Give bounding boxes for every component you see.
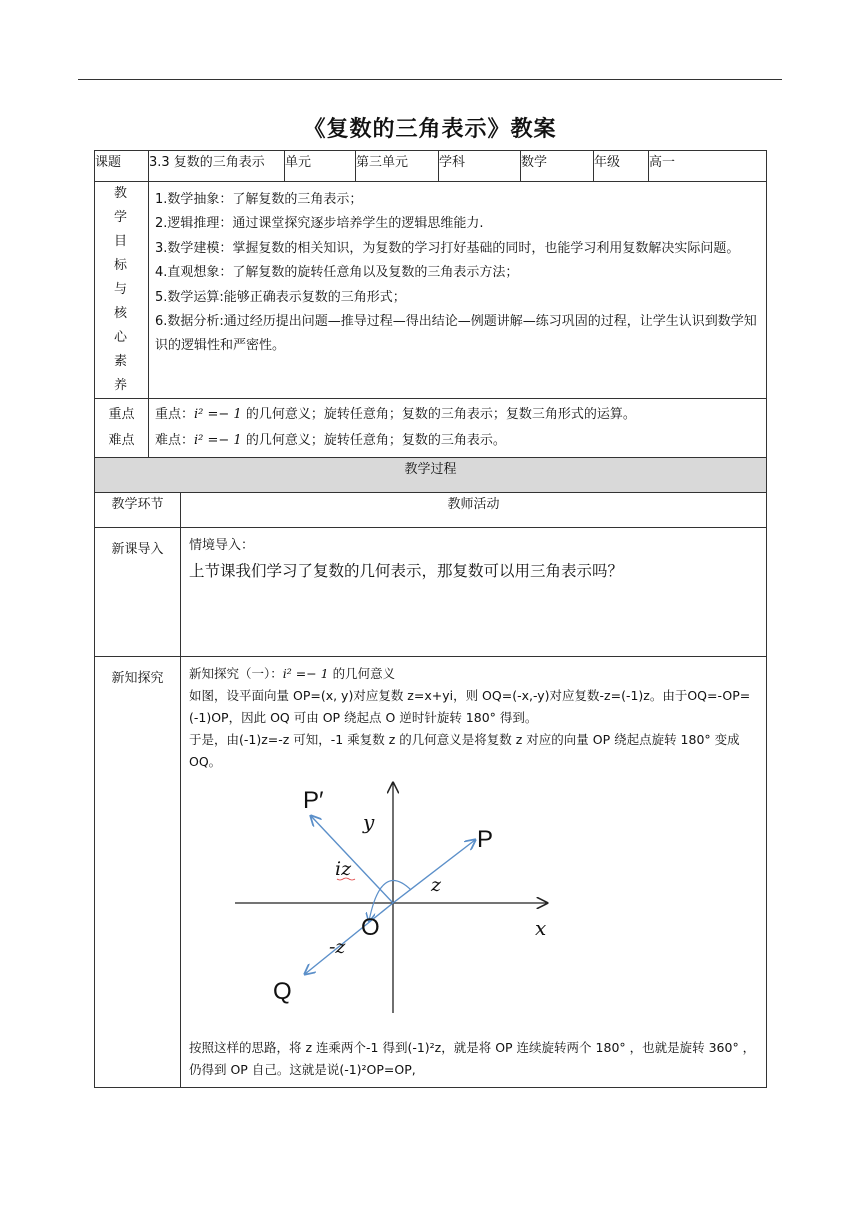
explore-paragraph-3: 按照这样的思路，将 z 连乘两个-1 得到(-1)²z，就是将 OP 连续旋转两个 180° ，也就是旋转 360° ，仍得到 OP 自己。这就是说(-1)²OP=OP, bbox=[189, 1040, 756, 1077]
explore-label: 新知探究 bbox=[95, 657, 181, 1088]
label-iz: iz bbox=[335, 858, 352, 880]
explore-paragraph-1: 如图，设平面向量 OP=(x, y)对应复数 z=x+yi，则 OQ=(-x,-y)对应复数-z=(-1)z。由于OQ=-OP=(-1)OP，因此 OQ 可由 OP 绕起点 O 逆时针旋转 180° 得到。 bbox=[189, 688, 751, 725]
explore-paragraph-2: 于是，由(-1)z=-z 可知，-1 乘复数 z 的几何意义是将复数 z 对应的向量 OP 绕起点旋转 180° 变成 OQ。 bbox=[189, 732, 740, 769]
goal-item: 5.数学运算:能够正确表示复数的三角形式； bbox=[155, 289, 406, 305]
focus-line: 重点：i² =− 1 的几何意义；旋转任意角；复数的三角表示；复数三角形式的运算。 bbox=[155, 407, 636, 422]
header-cell-grade-label: 年级 bbox=[594, 151, 649, 182]
intro-question: 上节课我们学习了复数的几何表示，那复数可以用三角表示吗？ bbox=[189, 562, 624, 580]
document-title: 《复数的三角表示》教案 bbox=[303, 117, 557, 142]
goals-row bbox=[95, 182, 767, 399]
intro-row bbox=[95, 528, 767, 657]
intro-content bbox=[181, 528, 767, 657]
header-cell-subject: 数学 bbox=[521, 151, 594, 182]
process-section-title: 教学过程 bbox=[95, 458, 767, 493]
goal-item: 4.直观想象：了解复数的旋转任意角以及复数的三角表示方法； bbox=[155, 265, 519, 281]
key-points-row bbox=[95, 399, 767, 458]
label-x: x bbox=[535, 916, 547, 940]
label-p-prime: P′ bbox=[303, 787, 324, 814]
key-points-content bbox=[149, 399, 767, 458]
goal-item: 2.逻辑推理：通过课堂探究逐步培养学生的逻辑思维能力. bbox=[155, 216, 484, 232]
header-cell-topic: 3.3 复数的三角表示 bbox=[149, 151, 285, 182]
label-z: z bbox=[431, 874, 442, 896]
column-stage: 教学环节 bbox=[95, 493, 181, 528]
label-origin: O bbox=[361, 914, 380, 941]
goal-item: 1.数学抽象：了解复数的三角表示； bbox=[155, 192, 363, 207]
goals-content bbox=[149, 182, 767, 399]
vector-oq bbox=[305, 903, 393, 974]
label-p: P bbox=[477, 826, 494, 853]
explore-content bbox=[181, 657, 767, 1088]
goal-item: 3.数学建模：掌握复数的相关知识，为复数的学习打好基础的同时，也能学习利用复数解决实际问题。 bbox=[155, 240, 740, 256]
intro-line-1: 情境导入： bbox=[189, 538, 255, 553]
lesson-plan-table bbox=[94, 150, 767, 1088]
explore-heading: 新知探究（一）：i² =− 1 的几何意义 bbox=[189, 666, 396, 681]
header-cell-unit: 第三单元 bbox=[356, 151, 439, 182]
intro-label: 新课导入 bbox=[95, 528, 181, 657]
column-teacher-activity: 教师活动 bbox=[181, 493, 767, 528]
header-rule bbox=[78, 79, 782, 80]
goals-label: 教 学 目 标 与 核 心 素 养 bbox=[95, 182, 149, 399]
process-section-row bbox=[95, 458, 767, 493]
header-cell-subject-label: 学科 bbox=[439, 151, 521, 182]
header-cell-grade: 高一 bbox=[649, 151, 767, 182]
key-points-label: 重点 难点 bbox=[95, 399, 149, 458]
difficulty-line: 难点：i² =− 1 的几何意义；旋转任意角；复数的三角表示。 bbox=[155, 433, 506, 448]
vector-op-prime bbox=[311, 816, 393, 903]
label-y: y bbox=[363, 810, 375, 834]
process-column-header bbox=[95, 493, 767, 528]
label-neg-z: -z bbox=[329, 936, 346, 958]
header-cell-topic-label: 课题 bbox=[95, 151, 149, 182]
header-row bbox=[95, 151, 767, 182]
rotation-diagram bbox=[211, 783, 547, 1023]
goal-item: 6.数据分析:通过经历提出问题—推导过程—得出结论—例题讲解—练习巩固的过程，让学生认识到数学知识的逻辑性和严密性。 bbox=[155, 314, 757, 354]
explore-row bbox=[95, 657, 767, 1088]
header-cell-unit-label: 单元 bbox=[285, 151, 356, 182]
label-q: Q bbox=[273, 978, 292, 1005]
